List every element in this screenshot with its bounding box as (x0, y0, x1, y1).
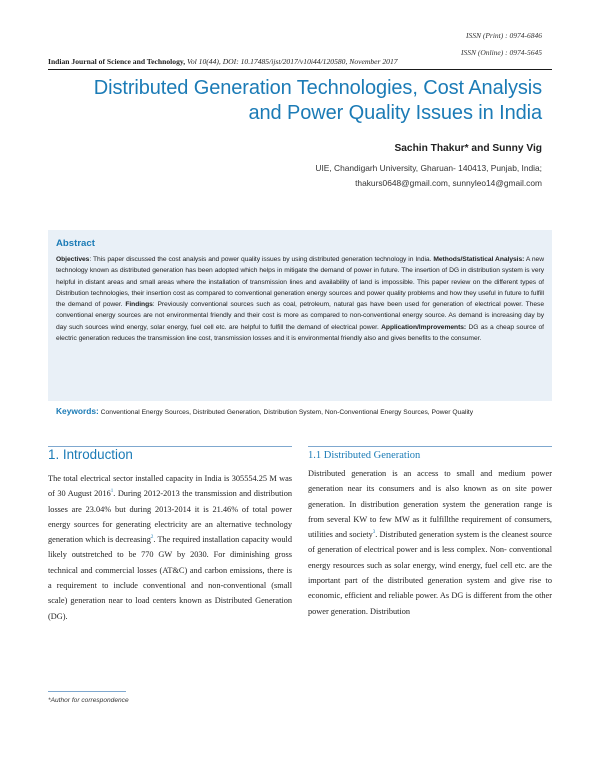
affiliation-line-1: UIE, Chandigarh University, Gharuan- 140413, Punjab, India; (315, 163, 542, 173)
abstract-body (56, 254, 544, 344)
distributed-generation-heading: 1.1 Distributed Generation (308, 450, 421, 461)
distributed-generation-paragraph (308, 466, 552, 619)
reference-2[interactable]: 2 (150, 535, 154, 541)
title-line-1: Distributed Generation Technologies, Cost Analysis (93, 77, 542, 99)
keywords-text: Conventional Energy Sources, Distributed Generation, Distribution System, Non-Conventional Energy Sources, Power Quality (98, 409, 474, 416)
reference-1[interactable]: 1 (110, 489, 114, 495)
keywords-label: Keywords: (56, 406, 99, 416)
journal-citation (48, 57, 552, 66)
introduction-text (48, 471, 292, 624)
intro-text-3: . The required installation capacity would likely outstretched to be 770 GW by 2030. For diminishing gross technical and commercial losses (AT&C) and carbon emissions, there is a requirement to include conventional and non-conventional (small scale) generation near to load centers known as Distributed Generation (DG). (48, 535, 292, 621)
findings-text: : Previously conventional sources such as coal, petroleum, natural gas have been used for generation of electrical power. These conventional energy sources are not environmental friendly and their cost is more as compared to non-conventional energy source. As demand is increasing day by day such sources wind energy, solar energy, fuel cell etc. are helpful to fulfill the demand of electrical power. (56, 301, 544, 331)
correspondence-footnote: *Author for correspondence (48, 697, 129, 704)
introduction-paragraph (48, 471, 292, 624)
objectives-text: : This paper discussed the cost analysis and power quality issues by using distributed generation technology in India. (89, 256, 434, 263)
footnote-rule (48, 691, 126, 692)
affiliation-emails: thakurs0648@gmail.com, sunnyleo14@gmail.com (355, 178, 542, 188)
journal-name: Indian Journal of Science and Technology, (48, 57, 186, 66)
intro-text-1: The total electrical sector installed capacity in India is 305554.25 M was of 30 August 2016 (48, 474, 292, 499)
dg-text-1: Distributed generation is an access to small and medium power generation near its consumers and is also known as on site power generation. In distribution generation system the generation range is from several KW to few MW as it fulfillthe requirement of consumers, utilities and society (308, 469, 552, 540)
methods-label: Methods/Statistical Analysis: (433, 256, 525, 263)
intro-text-2: . During 2012-2013 the transmission and distribution losses are 23.04% but during 2013-2014 it is 21.46% of total power energy sources for generating electricity are an alternative technology generation which is decreasing (48, 489, 292, 545)
section-rule-right (308, 446, 552, 447)
dg-text-2: . Distributed generation system is the cleanest source of generation of electrical power and is less complex. Non- conventional energy resources such as solar energy, wind energy, fuel cell etc. are the important part of the distributed generation system and give rise to economic, efficient and reliable power. As DG is different from the other power generation. Distribution (308, 530, 552, 616)
journal-details: Vol 10(44), DOI: 10.17485/ijst/2017/v10i44/120580, November 2017 (185, 57, 398, 66)
authors: Sachin Thakur* and Sunny Vig (394, 143, 542, 154)
objectives-label: Objectives (56, 256, 90, 263)
reference-3[interactable]: 3 (372, 530, 376, 536)
distributed-generation-text (308, 466, 552, 619)
abstract-box (48, 230, 552, 401)
methods-text: A new technology known as distributed generation has been adopted which helps in mitigate the demand of power in future. The insertion of DG in distribution system is very helpful in distant areas and small areas where the installation of transmission lines and availability of land is impossible. This paper review on the different types of Distribution technologies, their insertion cost as compared to conventional generation energy sources and power quality problems and how they useful in future to fulfill the demand of power. (56, 256, 545, 309)
applications-label: Application/Improvements: (381, 323, 467, 331)
title-line-2: and Power Quality Issues in India (248, 102, 542, 124)
applications-text: DG as a cheap source of electric generation reduces the transmission line cost, transmission losses and it is environmental friendly also and gives benefits to the consumer. (56, 323, 544, 343)
header-rule (48, 69, 552, 70)
article-title (42, 76, 542, 126)
findings-label: Findings (125, 301, 153, 309)
abstract-heading: Abstract (56, 238, 95, 249)
keywords (56, 405, 552, 419)
issn-online: ISSN (Online) : 0974-5645 (460, 48, 542, 57)
affiliation (315, 161, 542, 191)
issn-print: ISSN (Print) : 0974-6846 (465, 31, 542, 40)
introduction-heading: 1. Introduction (48, 447, 133, 462)
